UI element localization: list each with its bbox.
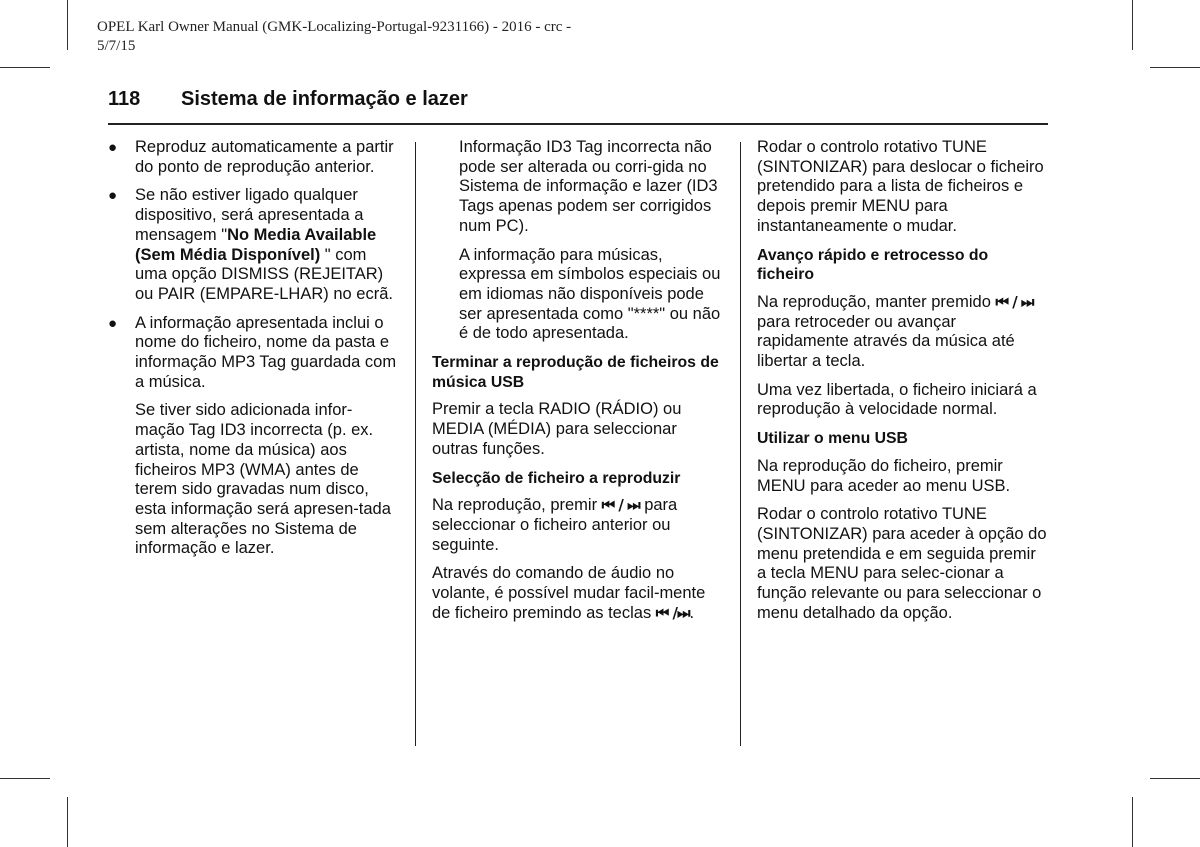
crop-mark (0, 67, 50, 68)
paragraph: Se tiver sido adicionada infor-mação Tag ID3 incorrecta (p. ex. artista, nome da música) aos ficheiros MP3 (WMA) antes de terem sido gravadas num disco, esta informação será apresen-tada sem alterações no Sistema de informação e lazer. (135, 401, 391, 558)
list-item (108, 138, 400, 177)
document-info-line: 5/7/15 (97, 38, 136, 54)
column-divider (740, 142, 741, 746)
paragraph-text: Na reprodução, premir (432, 496, 598, 515)
crop-mark (67, 0, 68, 50)
paragraph (432, 564, 724, 623)
crop-mark (0, 778, 50, 779)
paragraph-text: . (689, 603, 695, 622)
crop-mark (1150, 778, 1200, 779)
paragraph (432, 496, 724, 555)
column-2 (432, 138, 724, 632)
page-number: 118 (108, 88, 141, 110)
paragraph: Na reprodução do ficheiro, premir MENU para aceder ao menu USB. (757, 456, 1011, 495)
list-item-text: Se não estiver ligado qualquer dispositivo, será apresentada a mensagem " (135, 186, 364, 244)
list-item-text: " com uma opção DISMISS (REJEITAR) ou PAIR (EMPARE-LHAR) no ecrã. (135, 245, 393, 303)
crop-mark (1132, 0, 1133, 50)
section-heading: Selecção de ficheiro a reproduzir (432, 469, 681, 487)
paragraph: A informação para músicas, expressa em símbolos especiais ou em idiomas não disponíveis pode ser apresentada como "****" ou não é de todo apresentada. (459, 245, 721, 343)
list-item-text: A informação apresentada inclui o nome do ficheiro, nome da pasta e informação MP3 Tag guardada com a música. (135, 313, 397, 391)
list-item-text: Reproduz automaticamente a partir do ponto de reprodução anterior. (135, 138, 394, 176)
paragraph-text: Na reprodução, manter premido (757, 292, 991, 311)
list-item (108, 314, 400, 393)
paragraph (757, 293, 1049, 372)
crop-mark (1150, 67, 1200, 68)
paragraph: Informação ID3 Tag incorrecta não pode ser alterada ou corri-gida no Sistema de informação e lazer (ID3 Tags apenas podem ser corrigidos num PC). (459, 138, 718, 235)
paragraph: Rodar o controlo rotativo TUNE (SINTONIZAR) para deslocar o ficheiro pretendido para a lista de ficheiros e depois premir MENU para instantaneamente o mudar. (757, 138, 1044, 235)
prev-next-track-icon: ⏮ / ⏭ (601, 496, 640, 515)
paragraph: Rodar o controlo rotativo TUNE (SINTONIZAR) para aceder à opção do menu pretendida e em seguida premir a tecla MENU para selec-cionar a função relevante ou para seleccionar o menu detalhado da opção. (757, 505, 1047, 622)
crop-mark (67, 797, 68, 847)
prev-next-track-icon: ⏮ /⏭ (655, 603, 690, 622)
document-info-line: OPEL Karl Owner Manual (GMK-Localizing-Portugal-9231166) - 2016 - crc - (97, 19, 572, 35)
crop-mark (1132, 797, 1133, 847)
section-title: Sistema de informação e lazer (181, 88, 468, 110)
bullet-icon: ● (108, 314, 118, 332)
section-heading: Terminar a reprodução de ficheiros de música USB (432, 354, 719, 391)
paragraph-text: para seleccionar o ficheiro anterior ou seguinte. (432, 496, 678, 554)
paragraph-text: Através do comando de áudio no volante, é possível mudar facil-mente de ficheiro premindo as teclas (432, 564, 706, 622)
paragraph: Uma vez libertada, o ficheiro iniciará a reprodução à velocidade normal. (757, 380, 1037, 419)
section-heading: Utilizar o menu USB (757, 430, 908, 448)
message-name: No Media Available (Sem Média Disponível) (135, 225, 377, 264)
paragraph: Premir a tecla RADIO (RÁDIO) ou MEDIA (MÉDIA) para seleccionar outras funções. (432, 400, 682, 458)
list-item (108, 186, 400, 304)
bullet-icon: ● (108, 139, 118, 156)
document-info (97, 18, 637, 56)
column-1 (108, 138, 400, 568)
page-heading (108, 88, 468, 111)
bullet-icon: ● (108, 187, 118, 205)
column-divider (415, 142, 416, 746)
paragraph-text: para retroceder ou avançar rapidamente através da música até libertar a tecla. (757, 312, 1015, 371)
heading-rule (108, 123, 1048, 125)
prev-next-track-icon: ⏮ / ⏭ (995, 292, 1034, 311)
column-3 (757, 138, 1049, 632)
section-heading: Avanço rápido e retrocesso do ficheiro (757, 246, 989, 284)
